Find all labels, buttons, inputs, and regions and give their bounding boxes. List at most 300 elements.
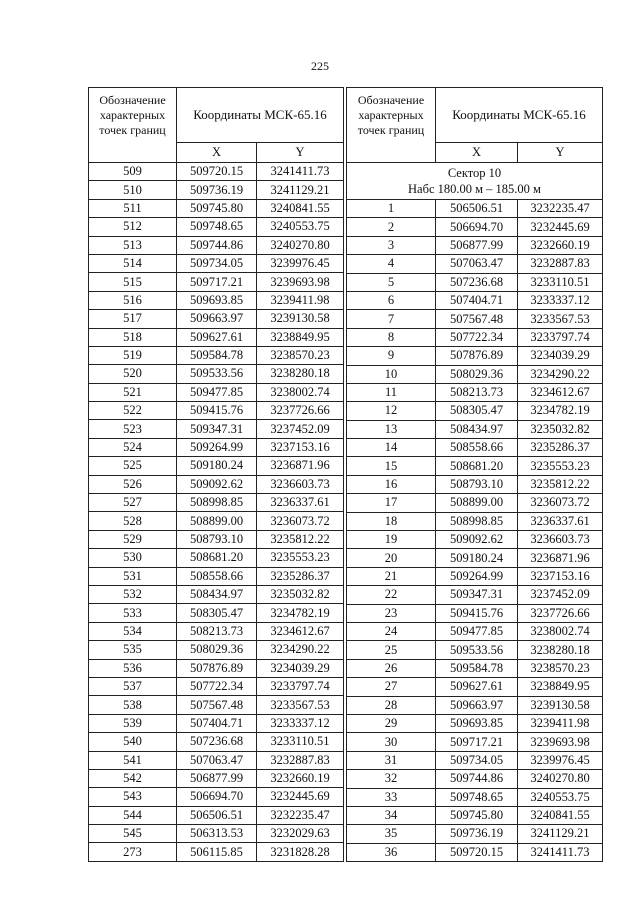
table-row — [89, 751, 344, 769]
table-row — [89, 585, 344, 603]
table-row — [347, 641, 603, 659]
table-row — [347, 678, 603, 696]
point-id-cell: 533 — [89, 604, 177, 622]
y-coordinate-cell: 3239130.58 — [257, 310, 344, 328]
y-coordinate-cell: 3238280.18 — [518, 641, 603, 659]
x-coordinate-cell: 507236.68 — [436, 273, 518, 291]
table-row — [347, 255, 603, 273]
point-id-cell: 34 — [347, 806, 436, 824]
x-coordinate-cell: 507876.89 — [436, 347, 518, 365]
x-coordinate-cell: 509720.15 — [177, 163, 257, 181]
point-id-cell: 19 — [347, 531, 436, 549]
x-coordinate-cell: 506313.53 — [177, 825, 257, 843]
table-row — [347, 420, 603, 438]
y-coordinate-cell: 3233567.53 — [257, 696, 344, 714]
x-coordinate-cell: 509734.05 — [436, 751, 518, 769]
table-row — [347, 200, 603, 218]
sector-title: Сектор 10 — [447, 166, 502, 180]
x-coordinate-cell: 507722.34 — [436, 328, 518, 346]
y-coordinate-cell: 3231828.28 — [257, 843, 344, 861]
x-coordinate-cell: 508029.36 — [177, 641, 257, 659]
table-row — [347, 733, 603, 751]
x-coordinate-cell: 509663.97 — [436, 696, 518, 714]
point-id-cell: 532 — [89, 585, 177, 603]
point-id-cell: 520 — [89, 365, 177, 383]
point-id-cell: 544 — [89, 806, 177, 824]
y-coordinate-cell: 3238849.95 — [518, 678, 603, 696]
sector-subtitle: Набс 180.00 м – 185.00 м — [408, 182, 541, 196]
y-coordinate-cell: 3238570.23 — [257, 346, 344, 364]
table-row — [89, 420, 344, 438]
y-coordinate-cell: 3233110.51 — [518, 273, 603, 291]
point-id-cell: 26 — [347, 659, 436, 677]
x-coordinate-cell: 508434.97 — [436, 420, 518, 438]
y-coordinate-cell: 3236871.96 — [518, 549, 603, 567]
y-coordinate-cell: 3238002.74 — [518, 622, 603, 640]
table-row — [347, 696, 603, 714]
point-id-cell: 512 — [89, 218, 177, 236]
y-coordinate-cell: 3235812.22 — [257, 530, 344, 548]
y-coordinate-cell: 3236073.72 — [518, 494, 603, 512]
y-coordinate-cell: 3240553.75 — [257, 218, 344, 236]
y-coordinate-cell: 3239976.45 — [518, 751, 603, 769]
point-id-cell: 14 — [347, 439, 436, 457]
y-column-header: Y — [257, 143, 344, 163]
x-coordinate-cell: 508899.00 — [436, 494, 518, 512]
y-coordinate-cell: 3235286.37 — [518, 439, 603, 457]
point-id-cell: 513 — [89, 236, 177, 254]
y-coordinate-cell: 3238002.74 — [257, 383, 344, 401]
x-coordinate-cell: 509477.85 — [436, 622, 518, 640]
y-coordinate-cell: 3241411.73 — [518, 843, 603, 861]
point-id-cell: 35 — [347, 825, 436, 843]
table-row — [89, 512, 344, 530]
y-coordinate-cell: 3240841.55 — [257, 199, 344, 217]
x-coordinate-cell: 508998.85 — [436, 512, 518, 530]
x-coordinate-cell: 509533.56 — [436, 641, 518, 659]
point-id-cell: 541 — [89, 751, 177, 769]
table-row — [347, 310, 603, 328]
point-id-cell: 3 — [347, 236, 436, 254]
y-coordinate-cell: 3236337.61 — [257, 494, 344, 512]
x-coordinate-cell: 509092.62 — [177, 475, 257, 493]
table-row — [89, 218, 344, 236]
y-coordinate-cell: 3232887.83 — [518, 255, 603, 273]
x-coordinate-cell: 509663.97 — [177, 310, 257, 328]
point-id-cell: 516 — [89, 291, 177, 309]
x-coordinate-cell: 507404.71 — [177, 714, 257, 732]
point-id-cell: 529 — [89, 530, 177, 548]
y-coordinate-cell: 3233797.74 — [257, 677, 344, 695]
table-row — [347, 439, 603, 457]
table-row — [89, 181, 344, 199]
point-id-cell: 538 — [89, 696, 177, 714]
x-coordinate-cell: 509347.31 — [177, 420, 257, 438]
x-coordinate-cell: 509717.21 — [177, 273, 257, 291]
x-coordinate-cell: 509720.15 — [436, 843, 518, 861]
table-row — [347, 457, 603, 475]
table-row — [89, 254, 344, 272]
table-row — [89, 475, 344, 493]
y-coordinate-cell: 3239693.98 — [518, 733, 603, 751]
table-row — [347, 218, 603, 236]
point-id-cell: 519 — [89, 346, 177, 364]
y-coordinate-cell: 3239130.58 — [518, 696, 603, 714]
y-coordinate-cell: 3236871.96 — [257, 457, 344, 475]
point-id-cell: 18 — [347, 512, 436, 530]
point-id-cell: 16 — [347, 475, 436, 493]
y-coordinate-cell: 3235553.23 — [257, 549, 344, 567]
point-id-cell: 535 — [89, 641, 177, 659]
point-id-cell: 543 — [89, 788, 177, 806]
table-row — [89, 677, 344, 695]
point-id-cell: 13 — [347, 420, 436, 438]
y-coordinate-cell: 3232029.63 — [257, 825, 344, 843]
y-coordinate-cell: 3239411.98 — [257, 291, 344, 309]
point-id-cell: 545 — [89, 825, 177, 843]
x-coordinate-cell: 506877.99 — [436, 236, 518, 254]
point-id-cell: 6 — [347, 291, 436, 309]
point-id-cell: 9 — [347, 347, 436, 365]
x-coordinate-cell: 506694.70 — [177, 788, 257, 806]
point-id-cell: 526 — [89, 475, 177, 493]
point-id-cell: 8 — [347, 328, 436, 346]
x-coordinate-cell: 509092.62 — [436, 531, 518, 549]
table-row — [89, 402, 344, 420]
x-coordinate-cell: 509264.99 — [177, 438, 257, 456]
y-coordinate-cell: 3232445.69 — [257, 788, 344, 806]
point-id-cell: 527 — [89, 494, 177, 512]
table-row — [89, 659, 344, 677]
y-coordinate-cell: 3232887.83 — [257, 751, 344, 769]
x-coordinate-cell: 508213.73 — [436, 383, 518, 401]
point-column-header: Обозначение характерных точек границ — [347, 88, 436, 163]
y-column-header: Y — [518, 143, 603, 163]
table-row — [89, 788, 344, 806]
sector-row — [347, 163, 603, 200]
table-row — [89, 714, 344, 732]
x-coordinate-cell: 509533.56 — [177, 365, 257, 383]
point-id-cell: 531 — [89, 567, 177, 585]
coordinates-table-left — [88, 87, 344, 862]
table-row — [347, 659, 603, 677]
y-coordinate-cell: 3234782.19 — [518, 402, 603, 420]
point-id-cell: 536 — [89, 659, 177, 677]
x-coordinate-cell: 506506.51 — [436, 200, 518, 218]
point-id-cell: 33 — [347, 788, 436, 806]
table-row — [347, 788, 603, 806]
x-coordinate-cell: 508434.97 — [177, 585, 257, 603]
x-coordinate-cell: 509748.65 — [177, 218, 257, 236]
x-coordinate-cell: 509477.85 — [177, 383, 257, 401]
table-row — [347, 475, 603, 493]
point-id-cell: 17 — [347, 494, 436, 512]
point-id-cell: 540 — [89, 733, 177, 751]
y-coordinate-cell: 3239693.98 — [257, 273, 344, 291]
table-row — [347, 273, 603, 291]
table-row — [89, 604, 344, 622]
point-id-cell: 517 — [89, 310, 177, 328]
table-row — [347, 402, 603, 420]
x-coordinate-cell: 508558.66 — [436, 439, 518, 457]
x-coordinate-cell: 508899.00 — [177, 512, 257, 530]
y-coordinate-cell: 3237726.66 — [257, 402, 344, 420]
x-coordinate-cell: 509264.99 — [436, 567, 518, 585]
coordinates-header: Координаты МСК-65.16 — [177, 88, 344, 143]
point-id-cell: 23 — [347, 604, 436, 622]
point-id-cell: 522 — [89, 402, 177, 420]
point-id-cell: 525 — [89, 457, 177, 475]
table-row — [89, 310, 344, 328]
table-row — [347, 531, 603, 549]
table-row — [89, 733, 344, 751]
x-coordinate-cell: 509736.19 — [436, 825, 518, 843]
y-coordinate-cell: 3240553.75 — [518, 788, 603, 806]
y-coordinate-cell: 3234039.29 — [518, 347, 603, 365]
x-coordinate-cell: 506506.51 — [177, 806, 257, 824]
y-coordinate-cell: 3233797.74 — [518, 328, 603, 346]
y-coordinate-cell: 3237452.09 — [257, 420, 344, 438]
coordinates-header: Координаты МСК-65.16 — [436, 88, 603, 143]
table-row — [89, 346, 344, 364]
table-row — [347, 291, 603, 309]
x-coordinate-cell: 509180.24 — [177, 457, 257, 475]
y-coordinate-cell: 3236603.73 — [518, 531, 603, 549]
y-coordinate-cell: 3234039.29 — [257, 659, 344, 677]
coordinates-table-right — [346, 87, 603, 862]
y-coordinate-cell: 3241411.73 — [257, 163, 344, 181]
y-coordinate-cell: 3237726.66 — [518, 604, 603, 622]
table-row — [347, 347, 603, 365]
y-coordinate-cell: 3232235.47 — [518, 200, 603, 218]
y-coordinate-cell: 3234782.19 — [257, 604, 344, 622]
table-row — [89, 273, 344, 291]
x-coordinate-cell: 509736.19 — [177, 181, 257, 199]
point-id-cell: 24 — [347, 622, 436, 640]
table-row — [347, 328, 603, 346]
x-column-header: X — [436, 143, 518, 163]
y-coordinate-cell: 3234612.67 — [518, 383, 603, 401]
point-id-cell: 523 — [89, 420, 177, 438]
y-coordinate-cell: 3239411.98 — [518, 714, 603, 732]
table-row — [89, 457, 344, 475]
y-coordinate-cell: 3238570.23 — [518, 659, 603, 677]
x-coordinate-cell: 507567.48 — [436, 310, 518, 328]
table-row — [89, 328, 344, 346]
table-row — [347, 236, 603, 254]
point-id-cell: 534 — [89, 622, 177, 640]
x-coordinate-cell: 509180.24 — [436, 549, 518, 567]
y-coordinate-cell: 3234612.67 — [257, 622, 344, 640]
x-coordinate-cell: 508793.10 — [436, 475, 518, 493]
x-coordinate-cell: 508305.47 — [177, 604, 257, 622]
x-coordinate-cell: 509584.78 — [177, 346, 257, 364]
table-row — [89, 236, 344, 254]
table-row — [89, 549, 344, 567]
x-coordinate-cell: 508029.36 — [436, 365, 518, 383]
point-id-cell: 537 — [89, 677, 177, 695]
table-row — [89, 641, 344, 659]
y-coordinate-cell: 3238849.95 — [257, 328, 344, 346]
table-row — [89, 438, 344, 456]
x-coordinate-cell: 509693.85 — [436, 714, 518, 732]
point-id-cell: 15 — [347, 457, 436, 475]
table-row — [347, 751, 603, 769]
y-coordinate-cell: 3236337.61 — [518, 512, 603, 530]
x-coordinate-cell: 506694.70 — [436, 218, 518, 236]
table-row — [89, 494, 344, 512]
point-id-cell: 5 — [347, 273, 436, 291]
y-coordinate-cell: 3232660.19 — [257, 769, 344, 787]
left-table-body — [89, 163, 344, 862]
point-id-cell: 521 — [89, 383, 177, 401]
x-coordinate-cell: 507876.89 — [177, 659, 257, 677]
y-coordinate-cell: 3233337.12 — [257, 714, 344, 732]
point-id-cell: 12 — [347, 402, 436, 420]
table-row — [89, 622, 344, 640]
y-coordinate-cell: 3240270.80 — [257, 236, 344, 254]
table-row — [347, 586, 603, 604]
table-row — [89, 806, 344, 824]
table-row — [89, 163, 344, 181]
table-row — [347, 512, 603, 530]
table-row — [347, 549, 603, 567]
point-id-cell: 21 — [347, 567, 436, 585]
point-id-cell: 36 — [347, 843, 436, 861]
table-row — [347, 622, 603, 640]
x-coordinate-cell: 509744.86 — [177, 236, 257, 254]
point-column-header: Обозначение характерных точек границ — [89, 88, 177, 163]
y-coordinate-cell: 3239976.45 — [257, 254, 344, 272]
x-coordinate-cell: 508681.20 — [436, 457, 518, 475]
x-coordinate-cell: 509627.61 — [177, 328, 257, 346]
point-id-cell: 7 — [347, 310, 436, 328]
point-id-cell: 542 — [89, 769, 177, 787]
x-coordinate-cell: 509584.78 — [436, 659, 518, 677]
y-coordinate-cell: 3232235.47 — [257, 806, 344, 824]
x-coordinate-cell: 509415.76 — [436, 604, 518, 622]
y-coordinate-cell: 3235812.22 — [518, 475, 603, 493]
x-coordinate-cell: 509745.80 — [177, 199, 257, 217]
table-row — [89, 843, 344, 861]
x-coordinate-cell: 509347.31 — [436, 586, 518, 604]
right-table-body — [347, 163, 603, 862]
y-coordinate-cell: 3237452.09 — [518, 586, 603, 604]
point-id-cell: 539 — [89, 714, 177, 732]
point-id-cell: 509 — [89, 163, 177, 181]
x-coordinate-cell: 509627.61 — [436, 678, 518, 696]
y-coordinate-cell: 3232445.69 — [518, 218, 603, 236]
x-coordinate-cell: 509415.76 — [177, 402, 257, 420]
point-id-cell: 31 — [347, 751, 436, 769]
point-id-cell: 528 — [89, 512, 177, 530]
y-coordinate-cell: 3238280.18 — [257, 365, 344, 383]
x-coordinate-cell: 506877.99 — [177, 769, 257, 787]
point-id-cell: 25 — [347, 641, 436, 659]
table-row — [347, 383, 603, 401]
x-column-header: X — [177, 143, 257, 163]
y-coordinate-cell: 3237153.16 — [518, 567, 603, 585]
point-id-cell: 273 — [89, 843, 177, 861]
y-coordinate-cell: 3240841.55 — [518, 806, 603, 824]
y-coordinate-cell: 3234290.22 — [257, 641, 344, 659]
x-coordinate-cell: 508558.66 — [177, 567, 257, 585]
table-row — [89, 291, 344, 309]
y-coordinate-cell: 3235553.23 — [518, 457, 603, 475]
point-id-cell: 518 — [89, 328, 177, 346]
y-coordinate-cell: 3235286.37 — [257, 567, 344, 585]
table-row — [89, 365, 344, 383]
y-coordinate-cell: 3233110.51 — [257, 733, 344, 751]
table-row — [89, 567, 344, 585]
table-row — [347, 714, 603, 732]
table-row — [89, 769, 344, 787]
table-row — [347, 604, 603, 622]
y-coordinate-cell: 3235032.82 — [257, 585, 344, 603]
y-coordinate-cell: 3241129.21 — [257, 181, 344, 199]
x-coordinate-cell: 508793.10 — [177, 530, 257, 548]
x-coordinate-cell: 506115.85 — [177, 843, 257, 861]
point-id-cell: 524 — [89, 438, 177, 456]
table-row — [89, 199, 344, 217]
x-coordinate-cell: 507404.71 — [436, 291, 518, 309]
point-id-cell: 514 — [89, 254, 177, 272]
x-coordinate-cell: 508681.20 — [177, 549, 257, 567]
x-coordinate-cell: 509693.85 — [177, 291, 257, 309]
table-row — [89, 383, 344, 401]
table-row — [347, 770, 603, 788]
y-coordinate-cell: 3240270.80 — [518, 770, 603, 788]
table-row — [89, 696, 344, 714]
point-id-cell: 11 — [347, 383, 436, 401]
table-row — [89, 825, 344, 843]
y-coordinate-cell: 3237153.16 — [257, 438, 344, 456]
point-id-cell: 530 — [89, 549, 177, 567]
y-coordinate-cell: 3232660.19 — [518, 236, 603, 254]
x-coordinate-cell: 509734.05 — [177, 254, 257, 272]
table-row — [347, 365, 603, 383]
y-coordinate-cell: 3236073.72 — [257, 512, 344, 530]
x-coordinate-cell: 509745.80 — [436, 806, 518, 824]
y-coordinate-cell: 3236603.73 — [257, 475, 344, 493]
x-coordinate-cell: 507063.47 — [177, 751, 257, 769]
point-id-cell: 29 — [347, 714, 436, 732]
point-id-cell: 1 — [347, 200, 436, 218]
point-id-cell: 32 — [347, 770, 436, 788]
x-coordinate-cell: 508213.73 — [177, 622, 257, 640]
table-row — [347, 843, 603, 861]
point-id-cell: 510 — [89, 181, 177, 199]
x-coordinate-cell: 509744.86 — [436, 770, 518, 788]
page-number: 225 — [311, 59, 329, 73]
table-row — [347, 494, 603, 512]
point-id-cell: 20 — [347, 549, 436, 567]
point-id-cell: 30 — [347, 733, 436, 751]
point-id-cell: 515 — [89, 273, 177, 291]
point-id-cell: 22 — [347, 586, 436, 604]
x-coordinate-cell: 508998.85 — [177, 494, 257, 512]
sector-caption — [347, 163, 603, 200]
point-id-cell: 4 — [347, 255, 436, 273]
table-row — [347, 567, 603, 585]
x-coordinate-cell: 508305.47 — [436, 402, 518, 420]
x-coordinate-cell: 509717.21 — [436, 733, 518, 751]
x-coordinate-cell: 507722.34 — [177, 677, 257, 695]
point-id-cell: 10 — [347, 365, 436, 383]
table-row — [347, 825, 603, 843]
point-id-cell: 511 — [89, 199, 177, 217]
table-row — [347, 806, 603, 824]
